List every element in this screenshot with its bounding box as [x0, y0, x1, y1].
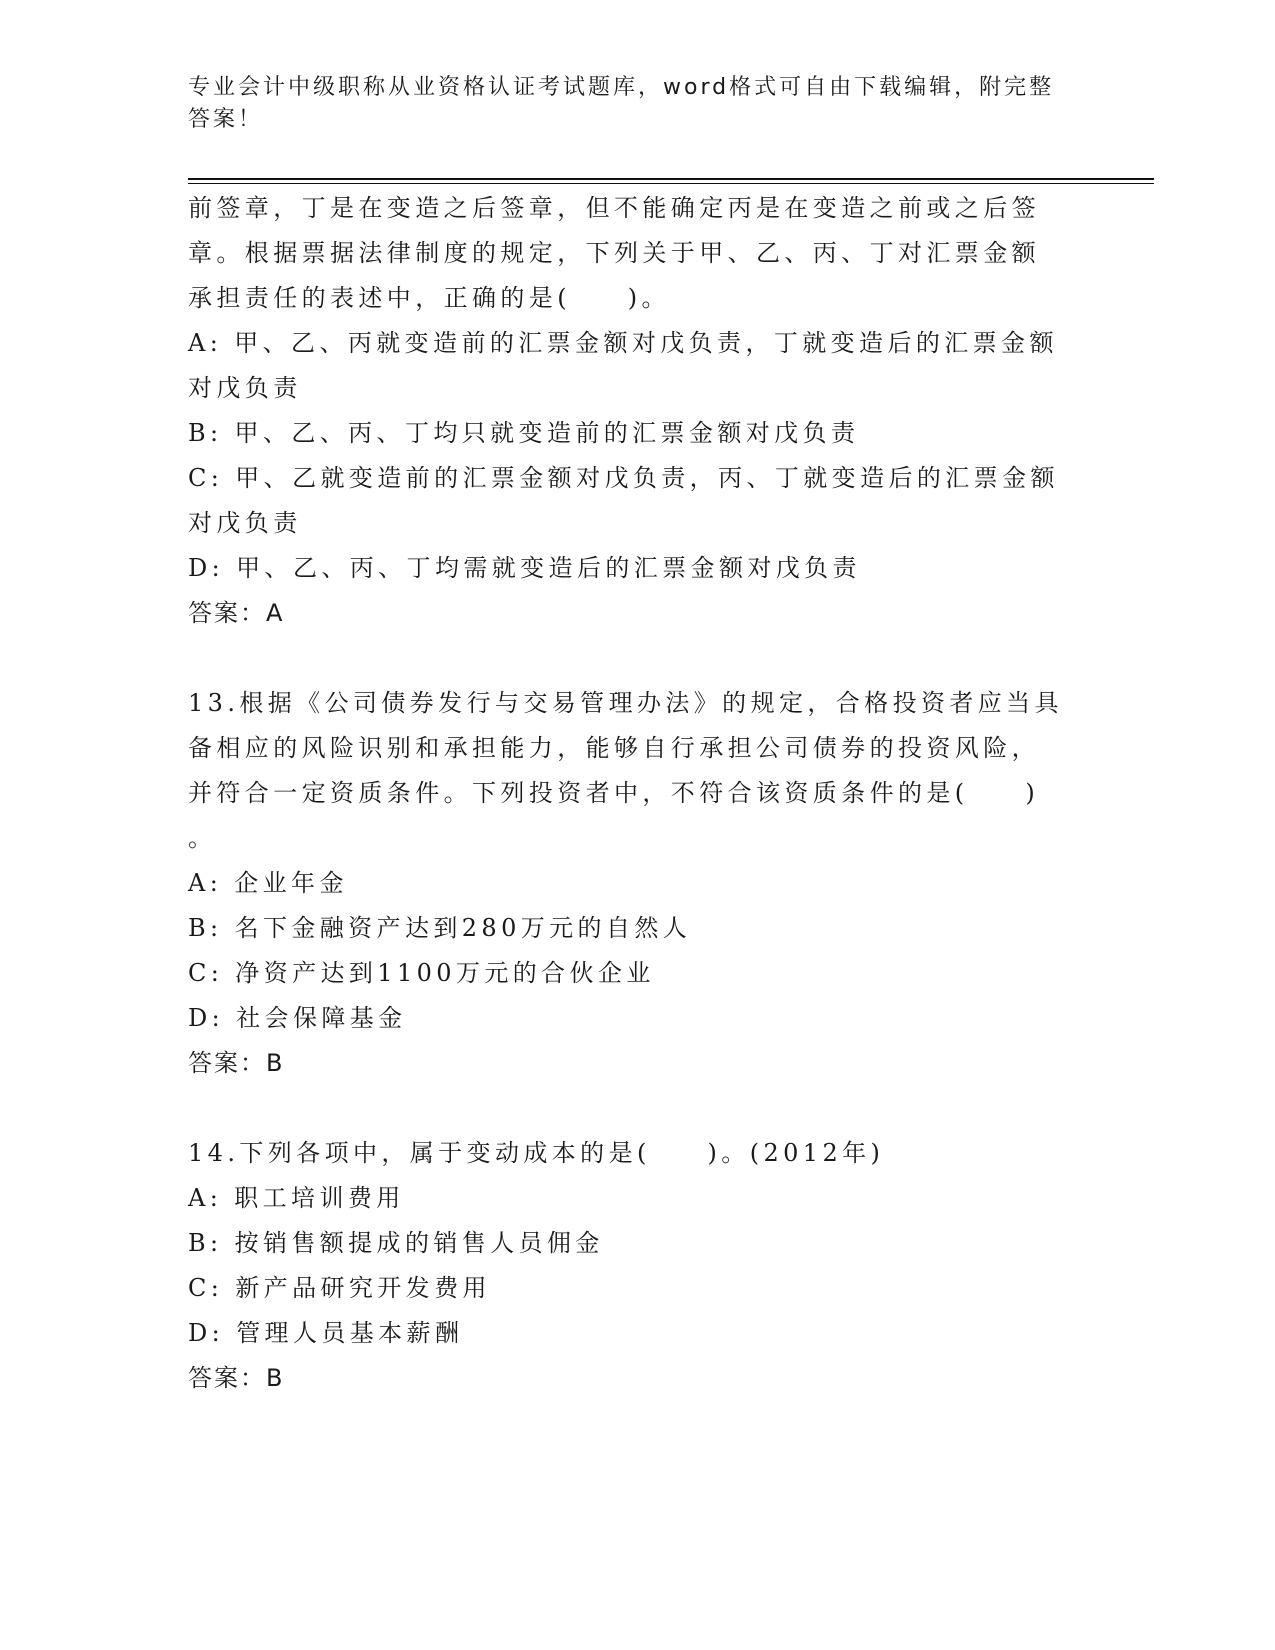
question-12	[188, 186, 1088, 636]
option-b: B: 按销售额提成的销售人员佣金	[188, 1229, 604, 1257]
option-d: D: 甲、乙、丙、丁均需就变造后的汇票金额对戊负责	[188, 554, 861, 582]
option-a: A: 甲、乙、丙就变造前的汇票金额对戊负责，丁就变造后的汇票金额	[188, 329, 1058, 357]
question-stem-line: 备相应的风险识别和承担能力，能够自行承担公司债券的投资风险，	[188, 734, 1040, 762]
header-rule-thin	[188, 183, 1154, 184]
spacer	[188, 636, 1088, 681]
option-a: A: 职工培训费用	[188, 1184, 405, 1212]
question-stem-line: 14.下列各项中，属于变动成本的是( )。(2012年)	[188, 1139, 885, 1167]
option-c: C: 甲、乙就变造前的汇票金额对戊负责，丙、丁就变造后的汇票金额	[188, 464, 1059, 492]
answer: 答案：B	[188, 1049, 285, 1077]
question-stem-line: 章。根据票据法律制度的规定，下列关于甲、乙、丙、丁对汇票金额	[188, 239, 1040, 267]
question-content	[188, 186, 1088, 1401]
answer: 答案：B	[188, 1364, 285, 1392]
option-c: C: 新产品研究开发费用	[188, 1274, 491, 1302]
question-14	[188, 1131, 1088, 1401]
question-stem-line: 承担责任的表述中，正确的是( )。	[188, 284, 670, 312]
question-stem-line: 前签章，丁是在变造之后签章，但不能确定丙是在变造之前或之后签	[188, 194, 1040, 222]
option-a: A: 企业年金	[188, 869, 348, 897]
question-stem-line: 并符合一定资质条件。下列投资者中，不符合该资质条件的是( )	[188, 779, 1040, 807]
question-13	[188, 681, 1088, 1086]
option-b: B: 甲、乙、丙、丁均只就变造前的汇票金额对戊负责	[188, 419, 860, 447]
question-stem-line: 13.根据《公司债券发行与交易管理办法》的规定，合格投资者应当具	[188, 689, 1063, 717]
document-header: 专业会计中级职称从业资格认证考试题库，word格式可自由下载编辑，附完整答案！	[188, 75, 1055, 132]
spacer	[188, 1086, 1088, 1131]
header-rule-thick	[188, 178, 1154, 180]
option-c-continued: 对戊负责	[188, 509, 302, 537]
answer: 答案：A	[188, 599, 285, 627]
option-b: B: 名下金融资产达到280万元的自然人	[188, 914, 692, 942]
option-d: D: 社会保障基金	[188, 1004, 407, 1032]
question-stem-line: 。	[188, 824, 217, 852]
option-a-continued: 对戊负责	[188, 374, 302, 402]
option-d: D: 管理人员基本薪酬	[188, 1319, 464, 1347]
option-c: C: 净资产达到1100万元的合伙企业	[188, 959, 655, 987]
